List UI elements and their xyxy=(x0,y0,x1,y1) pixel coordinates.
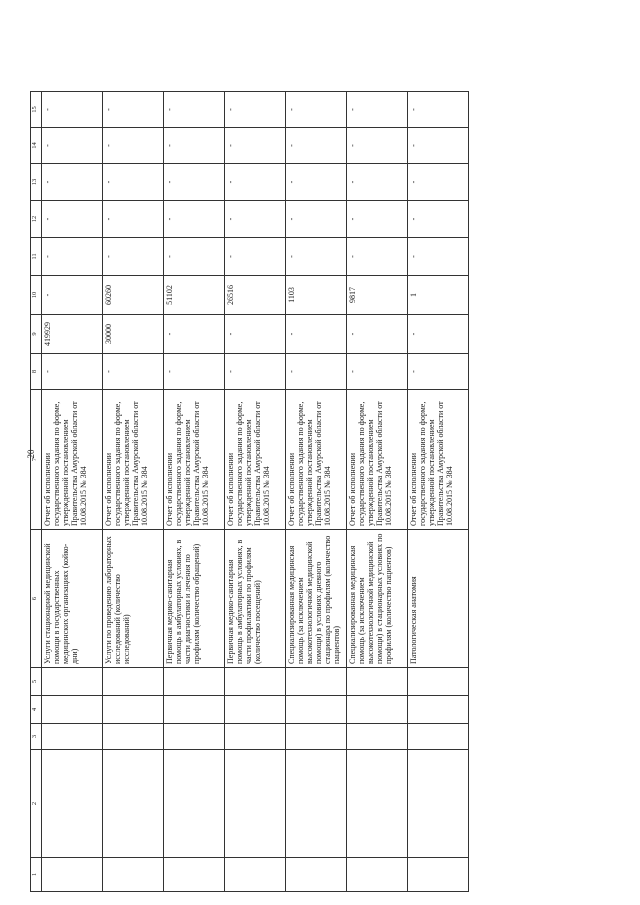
cell-13: - xyxy=(103,164,164,201)
cell-15: - xyxy=(103,92,164,128)
cell-10: 51102 xyxy=(164,276,225,315)
cell-15: - xyxy=(225,92,286,128)
cell-9: 419929 xyxy=(42,315,103,354)
column-number: 15 xyxy=(31,92,42,128)
cell-10: 1103 xyxy=(286,276,347,315)
cell-13: - xyxy=(347,164,408,201)
cell-9: - xyxy=(225,315,286,354)
report-form: Отчет об исполнении государственного задания по форме, утвержденной постановлением Правительства Амурской области от 10.08.2015 № 384 xyxy=(103,390,164,530)
column-number: 3 xyxy=(31,724,42,750)
cell-8: - xyxy=(347,354,408,390)
cell-8: - xyxy=(408,354,469,390)
cell-11: - xyxy=(103,238,164,276)
cell-14: - xyxy=(286,128,347,164)
cell-15: - xyxy=(42,92,103,128)
cell-9: - xyxy=(286,315,347,354)
page-number: 20 xyxy=(26,449,36,459)
cell-12: - xyxy=(408,201,469,238)
column-number: 6 xyxy=(31,530,42,668)
table-row xyxy=(408,92,469,892)
service-name: Услуги по проведению лабораторных исследований (количество исследований) xyxy=(103,530,164,668)
column-number: 5 xyxy=(31,668,42,696)
column-number: 14 xyxy=(31,128,42,164)
cell-9: - xyxy=(408,315,469,354)
cell-14: - xyxy=(164,128,225,164)
column-number: 12 xyxy=(31,201,42,238)
service-name: Специализированная медицинская помощь (за исключением высокотехнологичной медицинской помощи) в стационарных условиях по профилям (количество пациентов) xyxy=(347,530,408,668)
cell-11: - xyxy=(225,238,286,276)
service-name: Услуги стационарной медицинской помощи в государственных медицинских организациях (койко-дни) xyxy=(42,530,103,668)
cell-10: 9817 xyxy=(347,276,408,315)
column-number: 9 xyxy=(31,315,42,354)
cell-9: 30000 xyxy=(103,315,164,354)
table-row xyxy=(164,92,225,892)
table-row xyxy=(286,92,347,892)
cell-14: - xyxy=(225,128,286,164)
cell-9: - xyxy=(347,315,408,354)
service-name: Патологическая анатомия xyxy=(408,530,469,668)
cell-13: - xyxy=(42,164,103,201)
cell-15: - xyxy=(286,92,347,128)
report-form: Отчет об исполнении государственного задания по форме, утвержденной постановлением Правительства Амурской области от 10.08.2015 № 384 xyxy=(42,390,103,530)
column-number: 13 xyxy=(31,164,42,201)
cell-14: - xyxy=(408,128,469,164)
cell-15: - xyxy=(164,92,225,128)
cell-15: - xyxy=(347,92,408,128)
report-form: Отчет об исполнении государственного задания по форме, утвержденной постановлением Правительства Амурской области от 10.08.2015 № 384 xyxy=(347,390,408,530)
report-form: Отчет об исполнении государственного задания по форме, утвержденной постановлением Правительства Амурской области от 10.08.2015 № 384 xyxy=(225,390,286,530)
cell-13: - xyxy=(408,164,469,201)
cell-12: - xyxy=(164,201,225,238)
table-row xyxy=(42,92,103,892)
cell-11: - xyxy=(347,238,408,276)
column-number: 8 xyxy=(31,354,42,390)
table-row xyxy=(225,92,286,892)
column-number: 10 xyxy=(31,276,42,315)
cell-11: - xyxy=(42,238,103,276)
service-name: Специализированная медицинская помощь (за исключением высокотехнологичной медицинской помощи) в условиях дневного стационара по профилям (количество пациентов) xyxy=(286,530,347,668)
cell-8: - xyxy=(164,354,225,390)
column-number: 1 xyxy=(31,858,42,892)
cell-8: - xyxy=(225,354,286,390)
cell-14: - xyxy=(347,128,408,164)
report-table xyxy=(30,91,469,892)
service-name: Первичная медико-санитарная помощь в амбулаторных условиях, в части профилактики по профилям (количество посещений) xyxy=(225,530,286,668)
cell-15: - xyxy=(408,92,469,128)
cell-12: - xyxy=(103,201,164,238)
report-form: Отчет об исполнении государственного задания по форме, утвержденной постановлением Правительства Амурской области от 10.08.2015 № 384 xyxy=(164,390,225,530)
cell-11: - xyxy=(408,238,469,276)
service-name: Первичная медико-санитарная помощь в амбулаторных условиях, в части диагностики и лечения по профилям (количество обращений) xyxy=(164,530,225,668)
cell-10: - xyxy=(42,276,103,315)
cell-12: - xyxy=(225,201,286,238)
column-number: 11 xyxy=(31,238,42,276)
cell-10: 26516 xyxy=(225,276,286,315)
cell-12: - xyxy=(42,201,103,238)
cell-13: - xyxy=(225,164,286,201)
cell-14: - xyxy=(103,128,164,164)
table-row xyxy=(347,92,408,892)
report-form: Отчет об исполнении государственного задания по форме, утвержденной постановлением Правительства Амурской области от 10.08.2015 № 384 xyxy=(286,390,347,530)
cell-8: - xyxy=(103,354,164,390)
table-row xyxy=(103,92,164,892)
cell-11: - xyxy=(286,238,347,276)
cell-12: - xyxy=(347,201,408,238)
cell-11: - xyxy=(164,238,225,276)
column-number-row xyxy=(31,92,42,892)
report-form: Отчет об исполнении государственного задания по форме, утвержденной постановлением Правительства Амурской области от 10.08.2015 № 384 xyxy=(408,390,469,530)
cell-8: - xyxy=(286,354,347,390)
column-number: 2 xyxy=(31,750,42,858)
rotated-table-sheet xyxy=(30,92,576,892)
cell-14: - xyxy=(42,128,103,164)
cell-12: - xyxy=(286,201,347,238)
column-number: 7 xyxy=(31,390,42,530)
cell-8: - xyxy=(42,354,103,390)
cell-9: - xyxy=(164,315,225,354)
cell-10: 60260 xyxy=(103,276,164,315)
cell-13: - xyxy=(164,164,225,201)
cell-13: - xyxy=(286,164,347,201)
cell-10: 1 xyxy=(408,276,469,315)
column-number: 4 xyxy=(31,696,42,724)
